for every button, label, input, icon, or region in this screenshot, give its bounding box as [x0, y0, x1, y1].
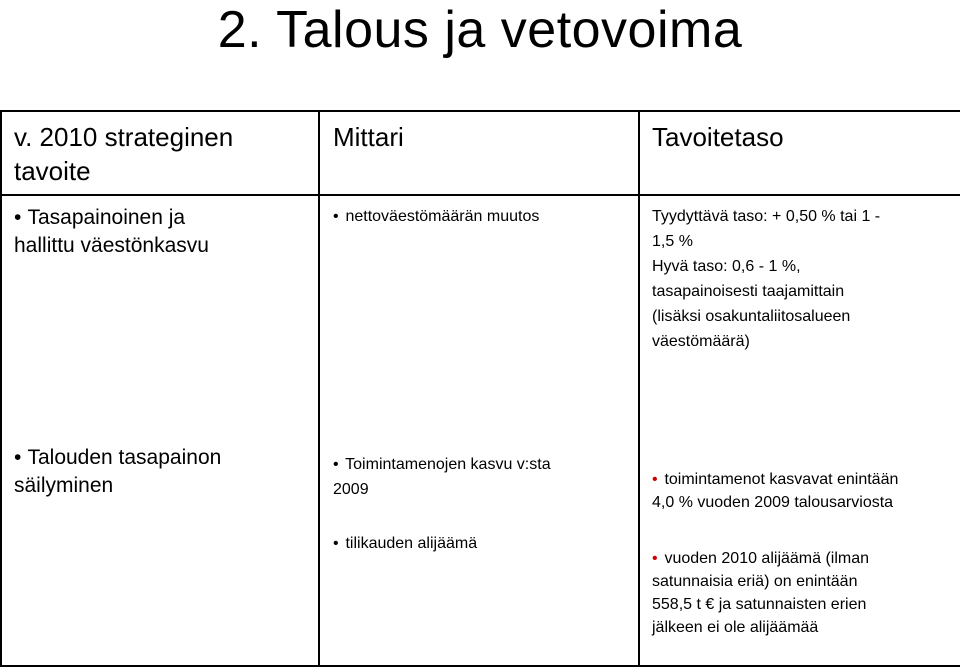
row2-target1-line2: 4,0 % vuoden 2009 talousarviosta: [652, 494, 894, 511]
bullet-icon: [333, 534, 341, 554]
row1-target-line1: Tyydyttävä taso: + 0,50 % tai 1 -: [652, 208, 881, 225]
row1-goal-line1: Tasapainoinen ja: [27, 206, 186, 229]
header-strategic-goal-line2: tavoite: [14, 156, 91, 186]
row1-target-line6: väestömäärä): [652, 333, 750, 350]
bullet-icon: [14, 444, 22, 472]
header-divider: [0, 194, 960, 196]
row1-goal-line2: hallittu väestönkasvu: [14, 234, 209, 257]
row1-metric: [333, 207, 539, 227]
row1-metric-text: nettoväestömäärän muutos: [345, 208, 540, 225]
row2-target-1: [652, 470, 952, 513]
bullet-icon: [14, 204, 22, 232]
row2-metric1-line2: 2009: [333, 481, 369, 498]
red-bullet-icon: [652, 547, 660, 570]
row2-goal-line2: säilyminen: [14, 474, 114, 497]
row2-target2-line3: 558,5 t € ja satunnaisten erien: [652, 596, 867, 613]
row1-target: [652, 204, 952, 354]
row1-target-line5: (lisäksi osakuntaliitosalueen: [652, 308, 851, 325]
row2-metric-2: [333, 534, 477, 554]
table-top-border: [0, 110, 960, 112]
column-divider-1: [318, 110, 320, 667]
header-metric: Mittari: [333, 122, 404, 152]
red-bullet-icon: [652, 470, 660, 490]
bullet-icon: [333, 452, 341, 477]
bullet-icon: [333, 207, 341, 227]
row2-goal: [14, 444, 314, 500]
row2-metric-1: [333, 452, 633, 502]
row2-target1-line1: toimintamenot kasvavat enintään: [664, 471, 899, 488]
table-left-border: [0, 110, 2, 667]
table-bottom-border: [0, 665, 960, 667]
row2-target2-line2: satunnaisia eriä) on enintään: [652, 573, 858, 590]
row2-target2-line1: vuoden 2010 alijäämä (ilman: [664, 550, 870, 567]
row1-target-line4: tasapainoisesti taajamittain: [652, 283, 845, 300]
row2-metric1-line1: Toimintamenojen kasvu v:sta: [345, 456, 551, 473]
header-strategic-goal: [14, 120, 314, 188]
row1-goal: [14, 204, 314, 260]
row2-metric2-text: tilikauden alijäämä: [345, 535, 478, 552]
row1-target-line3: Hyvä taso: 0,6 - 1 %,: [652, 258, 801, 275]
row2-target-2: [652, 547, 952, 639]
header-target-level: Tavoitetaso: [652, 122, 784, 152]
header-strategic-goal-line1: v. 2010 strateginen: [14, 122, 234, 152]
slide-title: 2. Talous ja vetovoima: [217, 1, 743, 59]
row2-goal-line1: Talouden tasapainon: [27, 446, 222, 469]
row1-target-line2: 1,5 %: [652, 233, 693, 250]
column-divider-2: [638, 110, 640, 667]
row2-target2-line4: jälkeen ei ole alijäämää: [652, 619, 819, 636]
